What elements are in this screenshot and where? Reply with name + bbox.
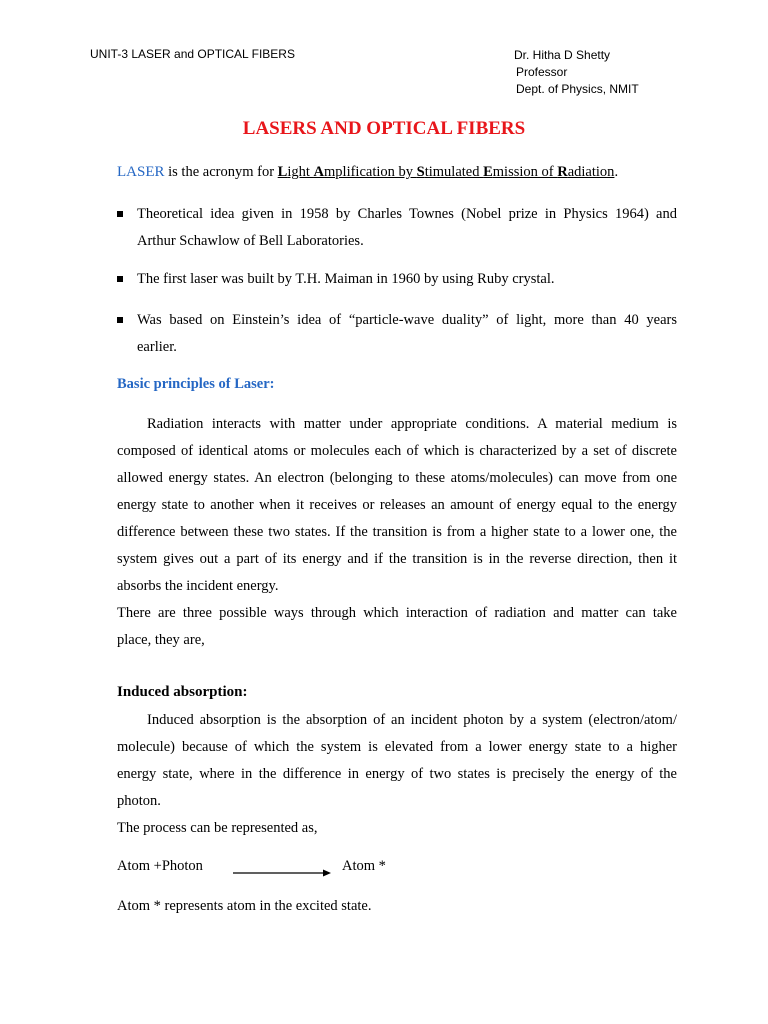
acr-l: L (277, 164, 288, 180)
acr-ight: ight (287, 164, 314, 180)
page-title: LASERS AND OPTICAL FIBERS (242, 118, 526, 139)
author-name: Dr. Hitha D Shetty (514, 48, 611, 62)
line-text: Induced absorption is the absorption of an incident photon by a system (electron/atom/ (147, 712, 677, 728)
list-item (117, 266, 677, 293)
author-block (516, 47, 639, 98)
acr-timulated: timulated (424, 164, 484, 180)
induced-absorption-paragraph (117, 707, 677, 842)
paragraph-line: allowed energy states. An electron (belonging to these atoms/molecules) can move from one (117, 470, 677, 486)
acr-mplification: mplification by (324, 164, 417, 180)
acr-adiation: adiation (567, 164, 615, 180)
paragraph-line: place, they are, (117, 632, 205, 648)
paragraph-line: The process can be represented as, (117, 820, 318, 836)
acr-s: S (416, 164, 425, 180)
paragraph-line: absorbs the incident energy. (117, 578, 279, 594)
intro-end: . (614, 164, 619, 180)
list-item (117, 201, 677, 255)
paragraph-line: energy state to another when it receives or releases an amount of energy equal to the energy (117, 497, 677, 513)
author-dept: Dept. of Physics, NMIT (516, 82, 639, 96)
list-item-text (137, 266, 677, 293)
paragraph-line: There are three possible ways through which interaction of radiation and matter can take (117, 605, 677, 621)
acr-a: A (313, 164, 325, 180)
list-item-text (137, 201, 677, 255)
section-heading-basic-principles: Basic principles of Laser: (117, 376, 275, 392)
equation-right: Atom * (342, 858, 386, 874)
section-heading-induced-absorption: Induced absorption: (117, 684, 248, 700)
author-role: Professor (516, 65, 568, 79)
acr-mission: mission of (492, 164, 558, 180)
acronym-expansion (278, 164, 615, 180)
list-item (117, 307, 677, 361)
bullet-square-icon (117, 211, 123, 217)
intro-text: is the acronym for (164, 164, 278, 180)
list-item-line: Theoretical idea given in 1958 by Charles Townes (Nobel prize in Physics 1964) and (137, 206, 677, 222)
paragraph-line: difference between these two states. If the transition is from a higher state to a lower one, the (117, 524, 677, 540)
list-item-line: earlier. (137, 339, 177, 355)
acr-e: E (483, 164, 493, 180)
list-item-line: Arthur Schawlow of Bell Laboratories. (137, 233, 364, 249)
list-item-line: Was based on Einstein’s idea of “particle-wave duality” of light, more than 40 years (137, 312, 677, 328)
line-text: Radiation interacts with matter under appropriate conditions. A material medium is (147, 416, 677, 432)
paragraph-line: energy state, where in the difference in energy of two states is precisely the energy of the (117, 766, 677, 782)
equation-left: Atom +Photon (117, 858, 203, 874)
bullet-square-icon (117, 317, 123, 323)
laser-definition (117, 164, 618, 181)
paragraph-line: system gives out a part of its energy and if the transition is in the reverse direction, then it (117, 551, 677, 567)
list-item-line: The first laser was built by T.H. Maiman in 1960 by using Ruby crystal. (137, 271, 555, 287)
paragraph-line: molecule) because of which the system is elevated from a lower energy state to a higher (117, 739, 677, 755)
basic-principles-paragraph (117, 411, 677, 654)
laser-term: LASER (117, 164, 165, 180)
acr-r: R (557, 164, 568, 180)
paragraph-line: photon. (117, 793, 161, 809)
list-item-text (137, 307, 677, 361)
paragraph-line: composed of identical atoms or molecules each of which is characterized by a set of discrete (117, 443, 677, 459)
excited-state-note: Atom * represents atom in the excited state. (117, 898, 372, 914)
bullet-square-icon (117, 276, 123, 282)
right-arrow-icon (233, 869, 331, 877)
paragraph-line (117, 707, 677, 734)
running-header-unit: UNIT-3 LASER and OPTICAL FIBERS (90, 47, 295, 61)
paragraph-line (117, 411, 677, 438)
